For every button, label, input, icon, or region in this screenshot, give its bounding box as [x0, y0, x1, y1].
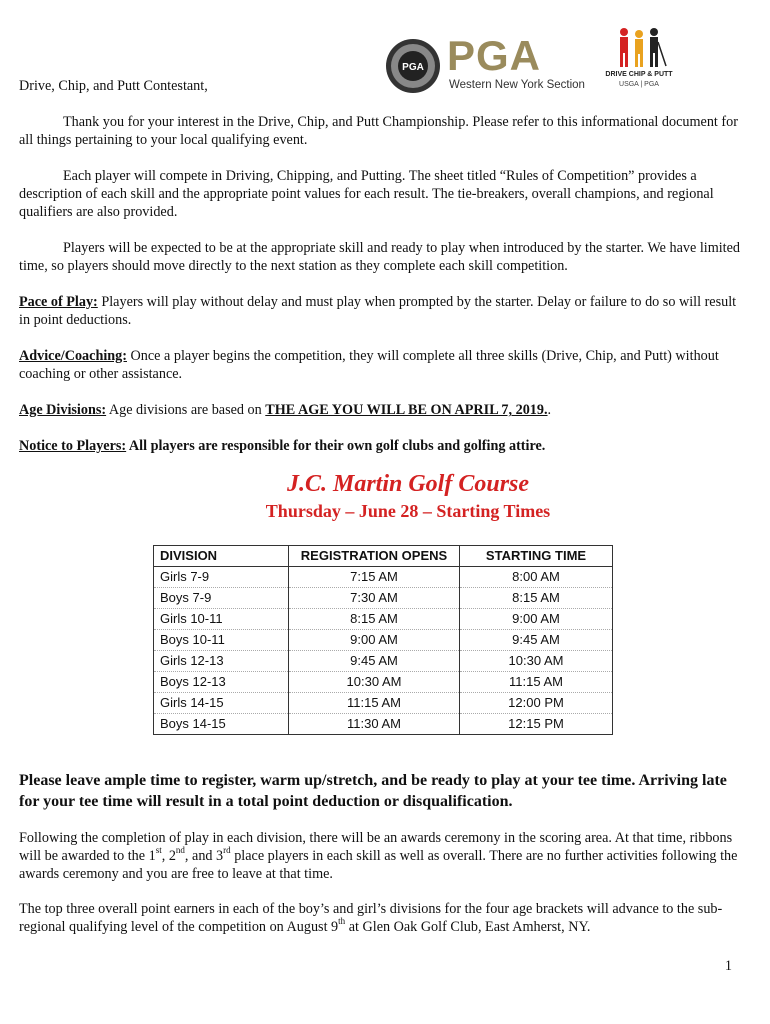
sup-ninth: th [338, 916, 346, 927]
table-row [154, 630, 613, 651]
svg-text:PGA: PGA [402, 62, 424, 73]
registration-cell: 7:30 AM [289, 588, 460, 609]
table-row [154, 609, 613, 630]
awards-paragraph [19, 829, 754, 883]
registration-cell: 10:30 AM [289, 672, 460, 693]
advice-text: Once a player begins the competition, they will complete all three skills (Drive, Chip, and Putt) without coaching or other assistance. [19, 348, 719, 382]
advance-text-b: at Glen Oak Golf Club, East Amherst, NY. [345, 919, 591, 935]
header-division: DIVISION [154, 546, 289, 567]
registration-cell: 9:45 AM [289, 651, 460, 672]
awards-text-a: Following the completion of play in each division, there will be an awards ceremony in the scoring area. At that time, ribbons will be awarded to the 1 [19, 830, 733, 864]
start-time-cell: 9:00 AM [460, 609, 613, 630]
registration-cell: 9:00 AM [289, 630, 460, 651]
registration-cell: 11:15 AM [289, 693, 460, 714]
readiness-paragraph: Players will be expected to be at the appropriate skill and ready to play when introduced by the starter. We have limited time, so players should move directly to the next station as they complete each skill competition. [19, 240, 741, 274]
awards-text-d: place players in each skill as well as overall. There are no further activities following the awards ceremony and you are free to leave at that time. [19, 848, 738, 882]
header-starting-time: STARTING TIME [460, 546, 613, 567]
notice-paragraph [19, 437, 749, 455]
age-divisions-date: THE AGE YOU WILL BE ON APRIL 7, 2019. [265, 402, 548, 418]
registration-cell: 7:15 AM [289, 567, 460, 588]
age-divisions-text: Age divisions are based on [106, 402, 266, 418]
advice-label: Advice/Coaching: [19, 348, 127, 364]
advancement-paragraph [19, 900, 754, 936]
table-row [154, 714, 613, 735]
division-cell: Boys 7-9 [154, 588, 289, 609]
pace-of-play-text: Players will play without delay and must play when prompted by the starter. Delay or failure to do so will result in point deductions. [19, 294, 737, 328]
page-number: 1 [724, 958, 732, 974]
division-cell: Boys 14-15 [154, 714, 289, 735]
pga-section-name: Western New York Section [449, 79, 585, 91]
division-cell: Girls 7-9 [154, 567, 289, 588]
table-row [154, 651, 613, 672]
awards-text-b: , 2 [161, 848, 176, 864]
sup-first: st [155, 845, 162, 856]
pace-of-play-label: Pace of Play: [19, 294, 98, 310]
table-header-row [154, 546, 613, 567]
sup-third: rd [223, 845, 231, 856]
start-time-cell: 8:00 AM [460, 567, 613, 588]
age-divisions-label: Age Divisions: [19, 402, 107, 418]
start-time-cell: 11:15 AM [460, 672, 613, 693]
intro-paragraph: Thank you for your interest in the Drive, Chip, and Putt Championship. Please refer to this informational document for all things pertaining to your local qualifying event. [19, 114, 738, 148]
registration-cell: 8:15 AM [289, 609, 460, 630]
start-time-cell: 12:15 PM [460, 714, 613, 735]
start-time-cell: 12:00 PM [460, 693, 613, 714]
registration-cell: 11:30 AM [289, 714, 460, 735]
pga-wordmark: PGA [447, 32, 542, 79]
starting-times-table-wrap [153, 545, 613, 735]
division-cell: Boys 10-11 [154, 630, 289, 651]
start-time-cell: 10:30 AM [460, 651, 613, 672]
competition-paragraph: Each player will compete in Driving, Chipping, and Putting. The sheet titled “Rules of Competition” provides a description of each skill and the appropriate point values for each result. The tie-breakers, overall champions, and regional qualifiers are also provided. [19, 168, 714, 220]
division-cell: Girls 14-15 [154, 693, 289, 714]
table-row [154, 672, 613, 693]
advance-text-a: The top three overall point earners in each of the boy’s and girl’s divisions for the four age brackets will advance to the sub-regional qualifying level of the competition on August 9 [19, 901, 723, 935]
start-time-cell: 9:45 AM [460, 630, 613, 651]
header-registration: REGISTRATION OPENS [289, 546, 460, 567]
pace-of-play-paragraph [19, 293, 749, 329]
dcp-logo-label: DRIVE CHIP & PUTT [605, 71, 673, 78]
table-row [154, 693, 613, 714]
division-cell: Girls 12-13 [154, 651, 289, 672]
division-cell: Girls 10-11 [154, 609, 289, 630]
age-divisions-end: . [547, 402, 552, 418]
start-time-cell: 8:15 AM [460, 588, 613, 609]
arrival-warning: Please leave ample time to register, warm up/stretch, and be ready to play at your tee time. Arriving late for your tee time will result in a total point deduction or disqualification. [19, 772, 727, 810]
advice-paragraph [19, 347, 749, 383]
awards-text-c: , and 3 [184, 848, 224, 864]
course-subtitle: Thursday – June 28 – Starting Times [265, 501, 551, 521]
course-title: J.C. Martin Golf Course [286, 471, 530, 497]
notice-label: Notice to Players: [19, 438, 127, 454]
table-row [154, 567, 613, 588]
dcp-logo-sub: USGA | PGA [619, 81, 659, 88]
sup-second: nd [175, 845, 185, 856]
age-divisions-paragraph [19, 401, 749, 419]
golfer-silhouettes-icon [604, 26, 674, 70]
greeting: Drive, Chip, and Putt Contestant, [19, 78, 208, 94]
division-cell: Boys 12-13 [154, 672, 289, 693]
table-row [154, 588, 613, 609]
starting-times-table [153, 545, 613, 735]
notice-text: All players are responsible for their own golf clubs and golfing attire. [126, 438, 546, 454]
